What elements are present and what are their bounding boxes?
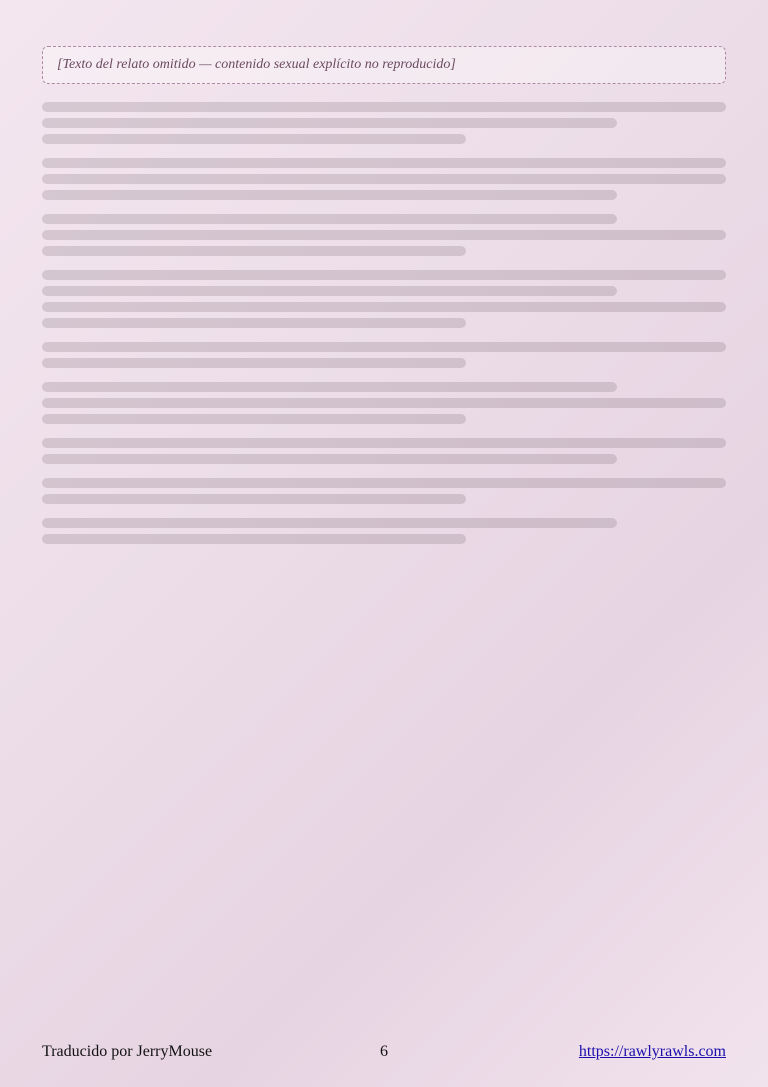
translator-credit: Traducido por JerryMouse [42, 1043, 213, 1060]
redacted-paragraph [42, 158, 726, 200]
page-body [42, 38, 726, 1033]
page-footer [42, 1033, 726, 1087]
redacted-paragraph [42, 478, 726, 504]
redacted-paragraph [42, 342, 726, 368]
redacted-paragraph [42, 102, 726, 144]
redacted-paragraph [42, 438, 726, 464]
redaction-notice: [Texto del relato omitido — contenido sexual explícito no reproducido] [42, 46, 726, 84]
source-link[interactable]: https://rawlyrawls.com [578, 1043, 726, 1060]
page-number: 6 [380, 1043, 388, 1060]
redacted-paragraph [42, 270, 726, 328]
redacted-paragraph [42, 382, 726, 424]
redacted-paragraph [42, 214, 726, 256]
redacted-paragraph [42, 518, 726, 544]
